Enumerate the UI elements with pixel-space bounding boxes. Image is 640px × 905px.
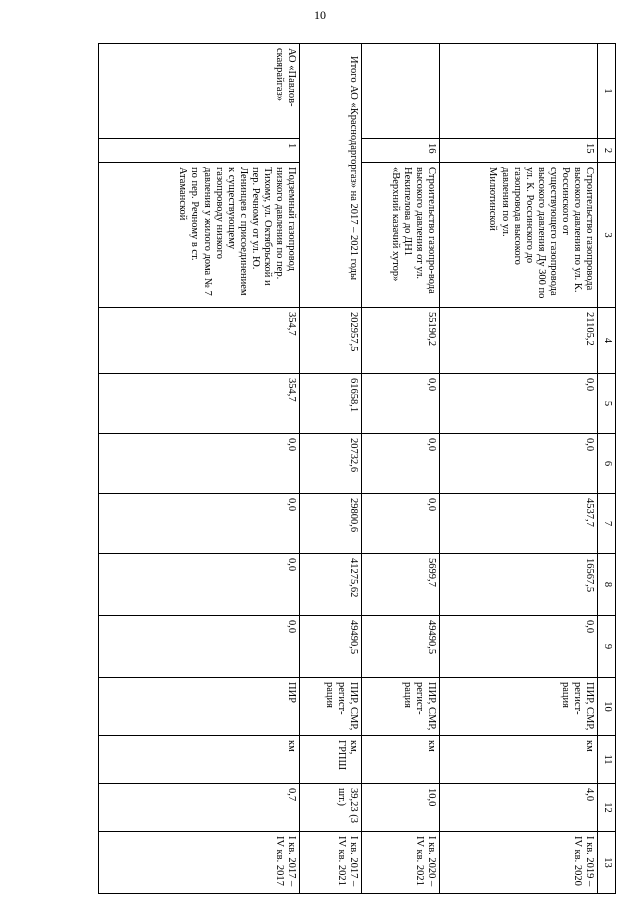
work-type: ПИР: [99, 678, 300, 736]
col-header: 8: [598, 554, 616, 616]
schedule: I кв. 2019 – IV кв. 2020: [440, 832, 598, 894]
cost-2018: 0,0: [440, 434, 598, 494]
table-row: [99, 44, 300, 894]
quantity: 4,0: [440, 784, 598, 832]
cost-2018: 0,0: [99, 434, 300, 494]
org-cell: [362, 44, 440, 139]
cost-2018: 0,0: [362, 434, 440, 494]
schedule: I кв. 2017 – IV кв. 2017: [99, 832, 300, 894]
total-cost: 202957,5: [300, 308, 362, 374]
col-header: 1: [598, 44, 616, 139]
cost-2017: 0,0: [362, 374, 440, 434]
col-header: 2: [598, 139, 616, 163]
item-number: 16: [362, 139, 440, 163]
total-cost: 21105,2: [440, 308, 598, 374]
unit: км: [99, 736, 300, 784]
total-cost: 55190,2: [362, 308, 440, 374]
col-header: 13: [598, 832, 616, 894]
col-header: 6: [598, 434, 616, 494]
cost-2021: 0,0: [99, 616, 300, 678]
unit: км: [362, 736, 440, 784]
cost-2021: 0,0: [440, 616, 598, 678]
work-type: ПИР, СМР, регист-рация: [362, 678, 440, 736]
col-header: 4: [598, 308, 616, 374]
cost-2020: 41275,62: [300, 554, 362, 616]
item-number: 1: [99, 139, 300, 163]
col-header: 10: [598, 678, 616, 736]
col-header: 7: [598, 494, 616, 554]
unit: км: [440, 736, 598, 784]
cost-2020: 5699,7: [362, 554, 440, 616]
org-cell: [440, 44, 598, 139]
col-header: 9: [598, 616, 616, 678]
unit: км, ГРПШ: [300, 736, 362, 784]
project-description: Строительство газопровода высокого давления по ул. К. Россинского от существующего газопровода высокого давления Ду 300 по ул. К. Россинского до газопровода высокого давления по ул. Милютинской: [440, 163, 598, 308]
cost-2019: 29800,6: [300, 494, 362, 554]
cost-2017: 61658,1: [300, 374, 362, 434]
table-row: [362, 44, 440, 894]
quantity: 39,23 (3 шт.): [300, 784, 362, 832]
page-number: 10: [314, 8, 326, 22]
cost-2021: 49490,5: [300, 616, 362, 678]
cost-2019: 4537,7: [440, 494, 598, 554]
total-row: [300, 44, 362, 894]
cost-2021: 49490,5: [362, 616, 440, 678]
cost-2019: 0,0: [362, 494, 440, 554]
total-cost: 354,7: [99, 308, 300, 374]
cost-2017: 354,7: [99, 374, 300, 434]
schedule: I кв. 2017 – IV кв. 2021: [300, 832, 362, 894]
project-description: Подземный газопровод низкого давления по пер. Тихому, ул. Октябрьской и пер. Речному от ул. Ю. Ленинцев с присоединением к существующему газопроводу низкого давления у жилого дома № 7 по пер. Речному в ст. Атаманской: [99, 163, 300, 308]
col-header: 11: [598, 736, 616, 784]
cost-2017: 0,0: [440, 374, 598, 434]
schedule: I кв. 2020 – IV кв. 2021: [362, 832, 440, 894]
total-label: Итого АО «Краснодаргоргаз» на 2017 – 2021 годы: [300, 44, 362, 308]
col-header: 12: [598, 784, 616, 832]
col-header: 3: [598, 163, 616, 308]
col-header: 5: [598, 374, 616, 434]
work-type: ПИР, СМР, регист-рация: [440, 678, 598, 736]
quantity: 0,7: [99, 784, 300, 832]
cost-2020: 16567,5: [440, 554, 598, 616]
quantity: 10,0: [362, 784, 440, 832]
table-row: [440, 44, 598, 894]
cost-2019: 0,0: [99, 494, 300, 554]
project-description: Строительство газопро-вода высокого давления от ул. Некипелова до ДН1 «Верхний казачий хутор»: [362, 163, 440, 308]
investment-table: [99, 43, 616, 893]
header-row: [598, 44, 616, 894]
org-cell: АО «Павлов-скаярайгаз»: [99, 44, 300, 139]
work-type: ПИР, СМР, регист-рация: [300, 678, 362, 736]
cost-2020: 0,0: [99, 554, 300, 616]
cost-2018: 20732,6: [300, 434, 362, 494]
item-number: 15: [440, 139, 598, 163]
